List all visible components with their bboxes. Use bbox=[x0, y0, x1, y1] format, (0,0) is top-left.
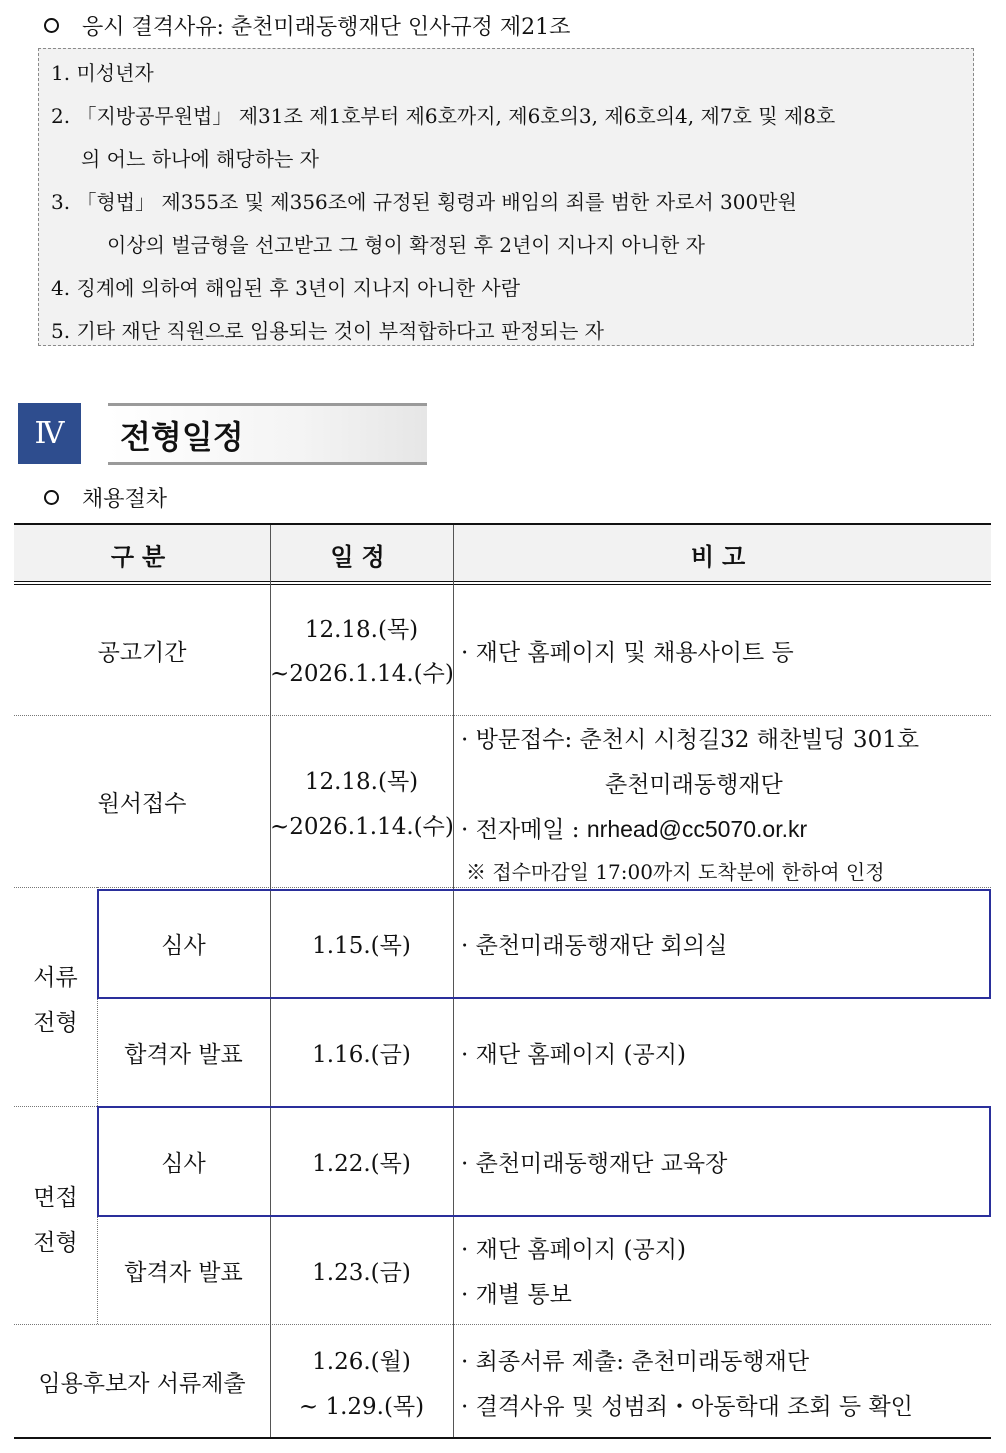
interview-stage-line1: 면접 bbox=[33, 1185, 78, 1211]
disqualification-item: 1. 미성년자 bbox=[51, 61, 154, 85]
notice-note: · 재단 홈페이지 및 채용사이트 등 bbox=[461, 640, 794, 666]
final-docs-date-end: ~ 1.29.(목) bbox=[298, 1394, 425, 1420]
disqualification-item: 의 어느 하나에 해당하는 자 bbox=[81, 147, 319, 171]
final-docs-category: 임용후보자 서류제출 bbox=[38, 1371, 246, 1397]
disqualification-item: 3. 「형법」 제355조 및 제356조에 규정된 횡령과 배임의 죄를 범한 자로서 300만원 bbox=[51, 190, 797, 214]
header-date: 일정 bbox=[330, 543, 393, 571]
application-date-end: ~2026.1.14.(수) bbox=[270, 814, 454, 840]
section-number-badge: Ⅳ bbox=[18, 403, 81, 464]
final-docs-date-start: 1.26.(월) bbox=[312, 1349, 411, 1375]
disqualification-item: 4. 징계에 의하여 해임된 후 3년이 지나지 아니한 사람 bbox=[51, 276, 521, 300]
document-stage-label bbox=[14, 956, 97, 1046]
application-note-deadline: ※ 접수마감일 17:00까지 도착분에 한하여 인정 bbox=[466, 860, 885, 884]
row-divider bbox=[14, 715, 991, 716]
bullet-circle-icon bbox=[44, 18, 59, 33]
notice-date-end: ~2026.1.14.(수) bbox=[270, 661, 454, 687]
final-docs-note-2: · 결격사유 및 성범죄・아동학대 조회 등 확인 bbox=[461, 1394, 913, 1420]
header-category: 구분 bbox=[110, 543, 174, 571]
document-stage-line1: 서류 bbox=[33, 965, 78, 991]
interview-result-date: 1.23.(금) bbox=[312, 1260, 411, 1286]
interview-stage-label bbox=[14, 1176, 97, 1266]
bullet-circle-icon bbox=[44, 490, 59, 505]
notice-category: 공고기간 bbox=[97, 640, 187, 666]
application-note-email bbox=[461, 811, 807, 844]
interview-review-label: 심사 bbox=[161, 1151, 206, 1177]
email-label: · 전자메일 : bbox=[461, 817, 587, 843]
application-note-visit: · 방문접수: 춘천시 시청길32 해찬빌딩 301호 bbox=[461, 727, 920, 753]
interview-stage-line2: 전형 bbox=[33, 1230, 78, 1256]
notice-date-start: 12.18.(목) bbox=[304, 617, 419, 643]
interview-result-note-1: · 재단 홈페이지 (공지) bbox=[461, 1237, 686, 1263]
disqualification-heading: 응시 결격사유: 춘천미래동행재단 인사규정 제21조 bbox=[82, 15, 571, 40]
table-top-border bbox=[14, 523, 991, 525]
application-date-start: 12.18.(목) bbox=[304, 769, 419, 795]
document-result-label: 합격자 발표 bbox=[124, 1042, 243, 1068]
document-result-note: · 재단 홈페이지 (공지) bbox=[461, 1042, 686, 1068]
disqualification-item: 5. 기타 재단 직원으로 임용되는 것이 부적합하다고 판정되는 자 bbox=[51, 319, 604, 343]
header-note: 비고 bbox=[690, 543, 754, 571]
application-note-visit-org: 춘천미래동행재단 bbox=[605, 772, 783, 798]
interview-result-note-2: · 개별 통보 bbox=[461, 1282, 572, 1308]
section-title: 전형일정 bbox=[120, 418, 244, 456]
document-review-date: 1.15.(목) bbox=[312, 933, 411, 959]
document-review-label: 심사 bbox=[161, 933, 206, 959]
table-header-border bbox=[14, 581, 991, 582]
disqualification-box bbox=[38, 48, 974, 346]
interview-review-note: · 춘천미래동행재단 교육장 bbox=[461, 1151, 728, 1177]
final-docs-note-1: · 최종서류 제출: 춘천미래동행재단 bbox=[461, 1349, 810, 1375]
row-divider bbox=[14, 1324, 991, 1325]
interview-review-date: 1.22.(목) bbox=[312, 1151, 411, 1177]
table-bottom-border bbox=[14, 1437, 991, 1439]
document-review-note: · 춘천미래동행재단 회의실 bbox=[461, 933, 728, 959]
document-result-date: 1.16.(금) bbox=[312, 1042, 411, 1068]
application-category: 원서접수 bbox=[97, 791, 187, 817]
disqualification-item: 이상의 벌금형을 선고받고 그 형이 확정된 후 2년이 지나지 아니한 자 bbox=[107, 233, 705, 257]
interview-result-label: 합격자 발표 bbox=[124, 1260, 243, 1286]
procedure-heading: 채용절차 bbox=[82, 487, 168, 512]
row-divider bbox=[14, 887, 991, 888]
schedule-table bbox=[14, 523, 991, 1443]
email-address: nrhead@cc5070.or.kr bbox=[586, 816, 808, 842]
disqualification-item: 2. 「지방공무원법」 제31조 제1호부터 제6호까지, 제6호의3, 제6호의4, 제7호 및 제8호 bbox=[51, 104, 836, 128]
document-stage-line2: 전형 bbox=[33, 1010, 78, 1036]
section-title-box bbox=[108, 403, 427, 465]
table-header-border bbox=[14, 584, 991, 585]
